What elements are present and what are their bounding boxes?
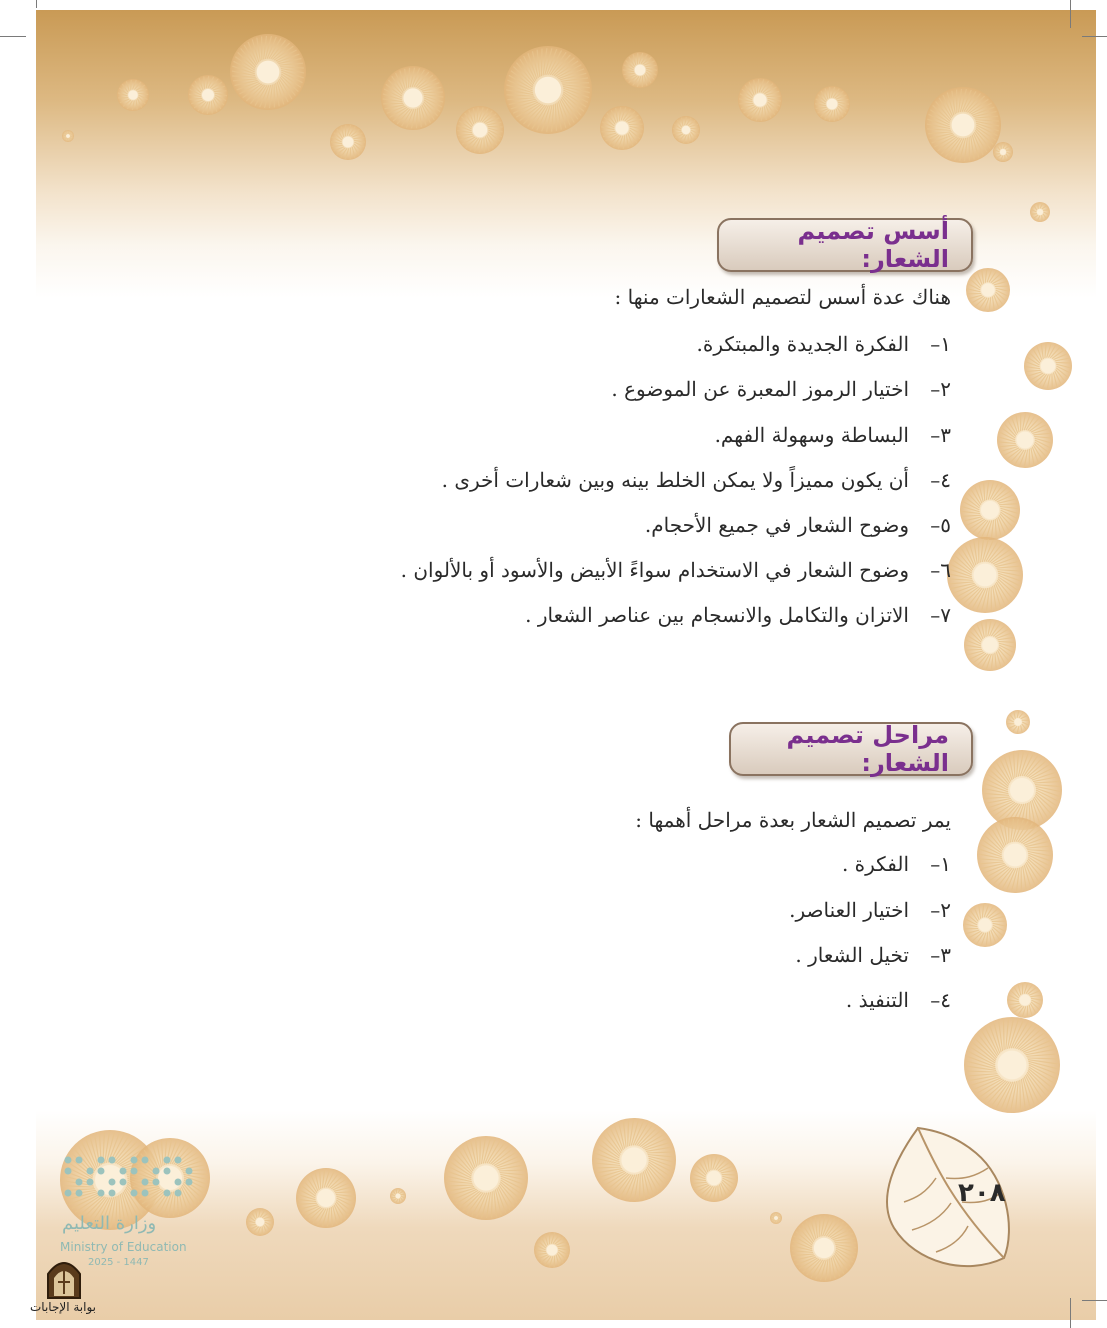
ministry-logo-icon (60, 1150, 200, 1210)
logo-year: 2025 - 1447 (88, 1257, 149, 1268)
list-item (715, 423, 951, 447)
section-title: أسس تصميم الشعار: (797, 217, 949, 273)
item-text: الفكرة . (841, 852, 909, 876)
section-intro: هناك عدة أسس لتصميم الشعارات منها : (614, 285, 951, 309)
item-number: ٤– (930, 988, 951, 1012)
list-item (842, 852, 951, 876)
list-item (846, 988, 951, 1012)
item-number: ٥– (930, 513, 951, 537)
watermark-emblem-icon (44, 1256, 84, 1300)
ministry-name-arabic: وزارة التعليم (62, 1213, 157, 1234)
section-title: مراحل تصميم الشعار: (786, 721, 949, 777)
item-number: ٧– (930, 603, 951, 627)
item-text: أن يكون مميزاً ولا يمكن الخلط بينه وبين شعارات أخرى . (441, 468, 909, 492)
item-text: اختيار العناصر. (789, 898, 909, 922)
item-number: ٢– (930, 898, 951, 922)
item-number: ١– (930, 332, 951, 356)
list-item (401, 558, 951, 582)
list-item (697, 332, 952, 356)
item-number: ٢– (930, 377, 951, 401)
item-text: اختيار الرموز المعبرة عن الموضوع . (611, 377, 909, 401)
item-text: الاتزان والتكامل والانسجام بين عناصر الشعار . (525, 603, 909, 627)
watermark-text: بوابة الإجابات (30, 1300, 97, 1314)
item-text: وضوح الشعار في الاستخدام سواءً الأبيض والأسود أو بالألوان . (400, 558, 909, 582)
item-text: الفكرة الجديدة والمبتكرة. (696, 332, 909, 356)
section-heading-design-basics (717, 218, 973, 272)
list-item (645, 513, 951, 537)
item-number: ٤– (930, 468, 951, 492)
item-text: البساطة وسهولة الفهم. (714, 423, 909, 447)
list-item (795, 943, 951, 967)
item-text: التنفيذ . (845, 988, 909, 1012)
section-intro: يمر تصميم الشعار بعدة مراحل أهمها : (635, 808, 951, 832)
list-item (525, 603, 951, 627)
item-text: تخيل الشعار . (795, 943, 909, 967)
section-heading-design-stages (729, 722, 973, 776)
item-text: وضوح الشعار في جميع الأحجام. (644, 513, 909, 537)
list-item (442, 468, 951, 492)
list-item (611, 377, 951, 401)
item-number: ٣– (930, 423, 951, 447)
item-number: ٣– (930, 943, 951, 967)
item-number: ١– (930, 852, 951, 876)
page-number: ٢٠٨ (958, 1178, 1006, 1208)
item-number: ٦– (930, 558, 951, 582)
ministry-name-english: Ministry of Education (60, 1240, 187, 1254)
list-item (789, 898, 951, 922)
